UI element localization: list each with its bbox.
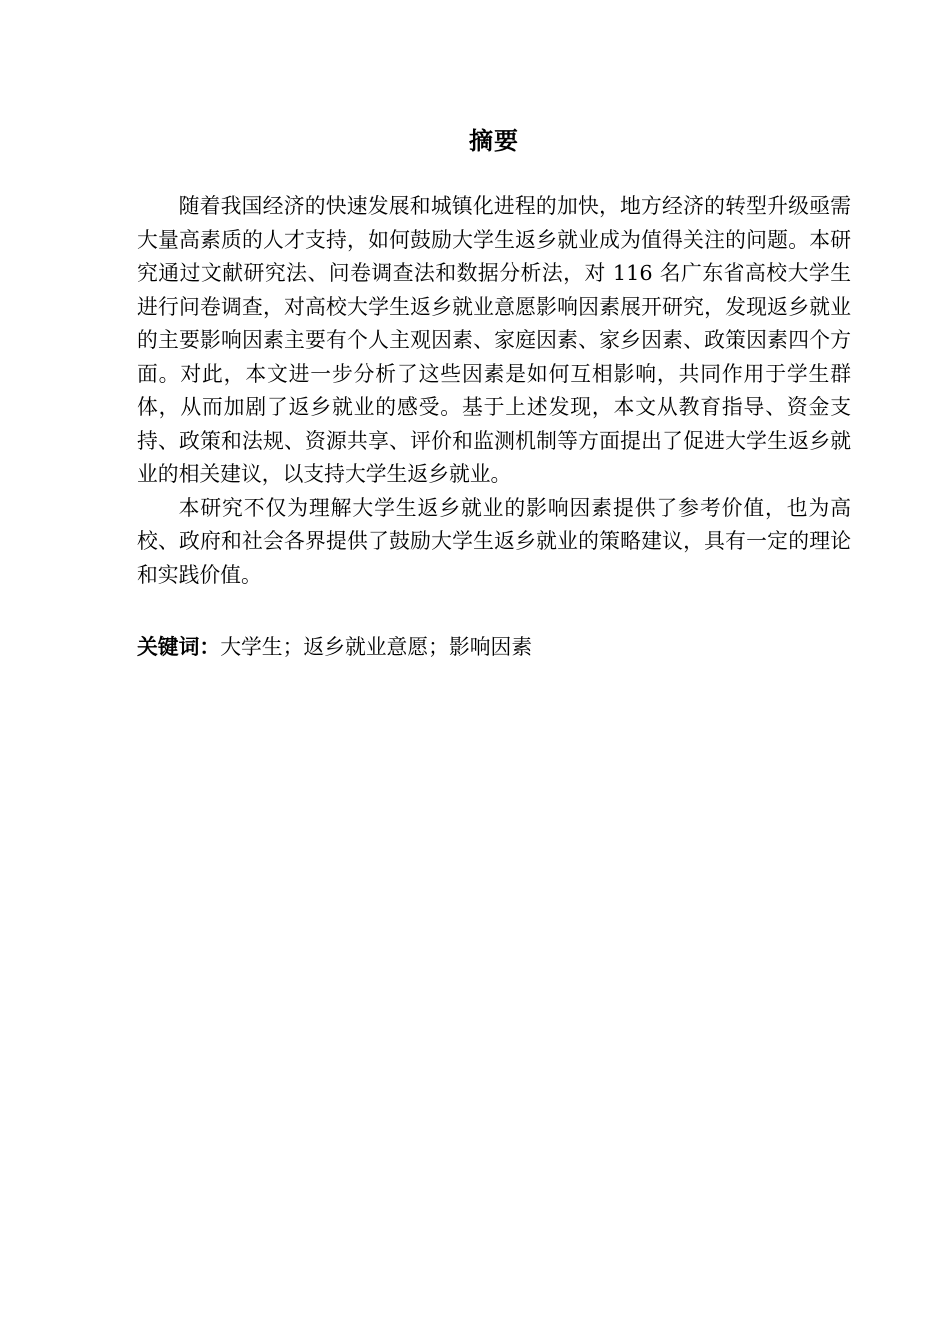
abstract-title: 摘要: [469, 127, 519, 155]
keywords-value: 大学生；返乡就业意愿；影响因素: [220, 635, 533, 659]
abstract-body: [137, 190, 851, 592]
abstract-paragraph-2: 本研究不仅为理解大学生返乡就业的影响因素提供了参考价值，也为高校、政府和社会各界提供了鼓励大学生返乡就业的策略建议，具有一定的理论和实践价值。: [137, 495, 851, 587]
keywords-label: 关键词：: [137, 635, 221, 659]
keywords-line: [137, 631, 851, 665]
abstract-paragraph-1: 随着我国经济的快速发展和城镇化进程的加快，地方经济的转型升级亟需大量高素质的人才支持，如何鼓励大学生返乡就业成为值得关注的问题。本研究通过文献研究法、问卷调查法和数据分析法，对 116 名广东省高校大学生进行问卷调查，对高校大学生返乡就业意愿影响因素展开研究，发现返乡就业的主要影响因素主要有个人主观因素、家庭因素、家乡因素、政策因素四个方面。对此，本文进一步分析了这些因素是如何互相影响，共同作用于学生群体，从而加剧了返乡就业的感受。基于上述发现，本文从教育指导、资金支持、政策和法规、资源共享、评价和监测机制等方面提出了促进大学生返乡就业的相关建议，以支持大学生返乡就业。: [137, 194, 851, 486]
